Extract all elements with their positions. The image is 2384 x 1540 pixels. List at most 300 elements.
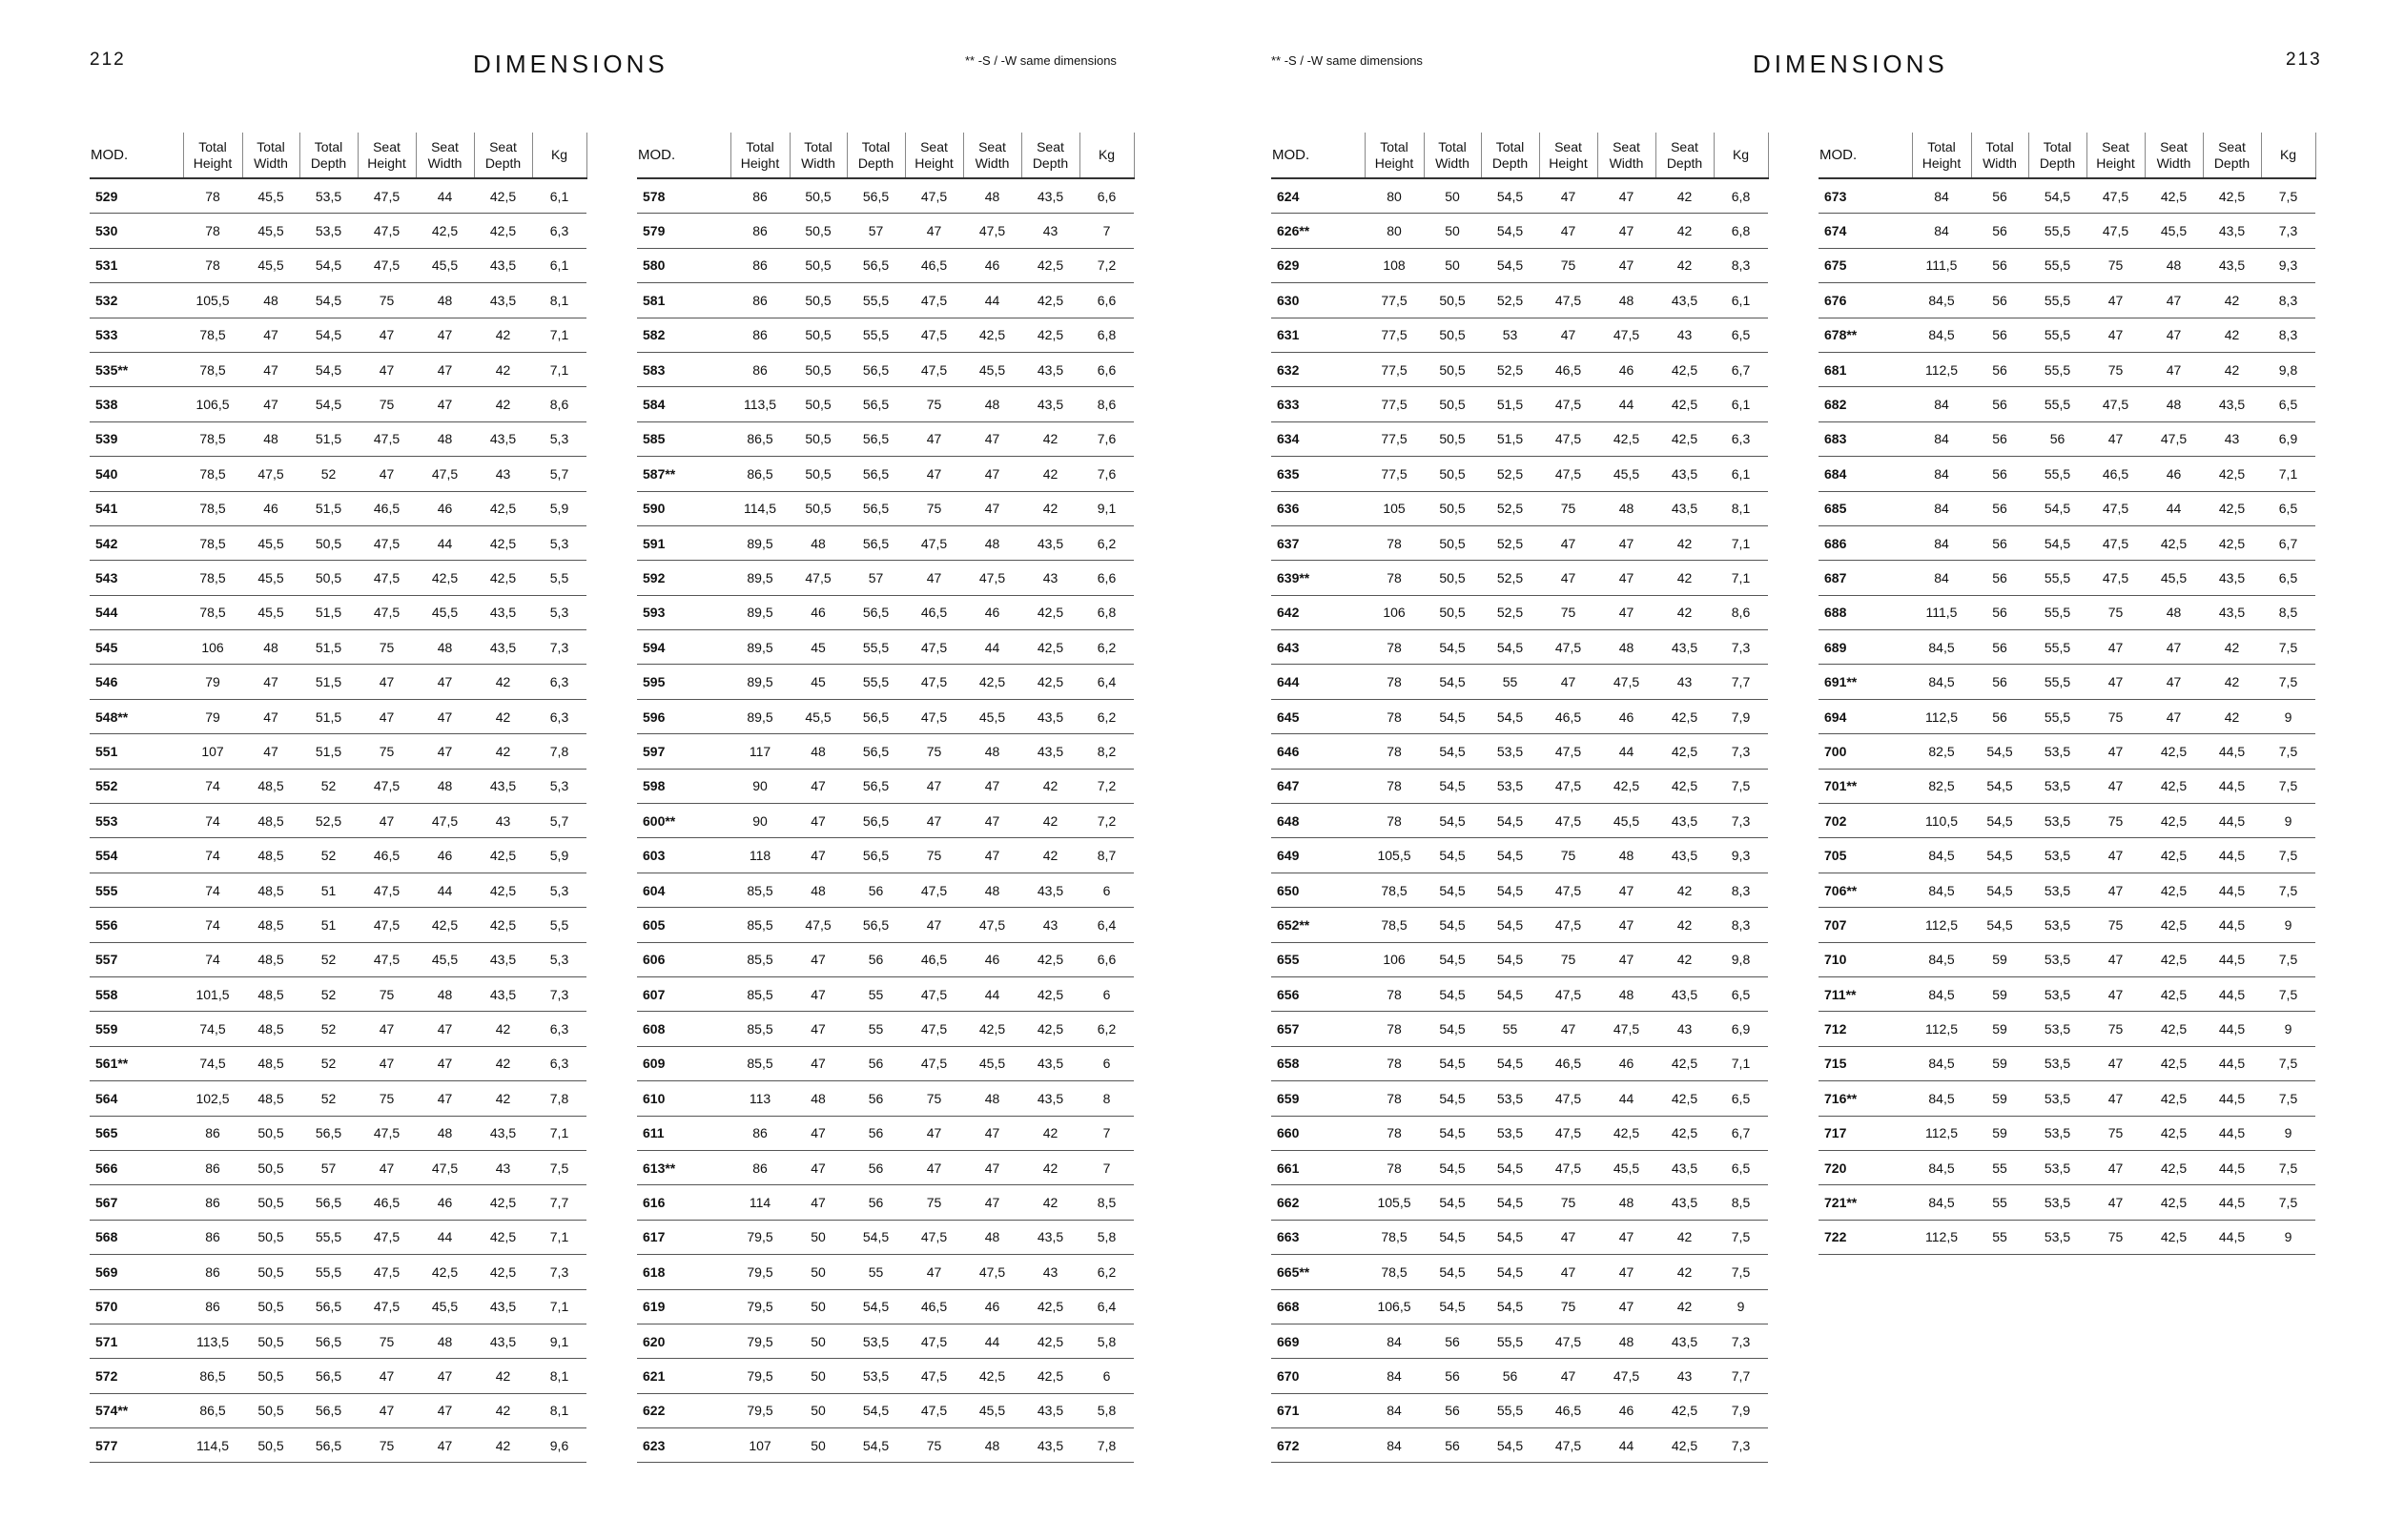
- total-width: 48,5: [242, 976, 299, 1011]
- total-width: 48: [242, 630, 299, 665]
- table-header-row: [637, 133, 1134, 178]
- seat-depth: 42: [1655, 1255, 1714, 1289]
- weight-kg: 7,8: [532, 1081, 586, 1116]
- model-code: 642: [1271, 595, 1365, 629]
- weight-kg: 5,5: [532, 908, 586, 942]
- table-row: [90, 1220, 586, 1254]
- total-depth: 52,5: [1481, 283, 1539, 318]
- weight-kg: 6,8: [1079, 318, 1134, 352]
- total-width: 50,5: [790, 491, 847, 525]
- total-depth: 53,5: [1481, 1081, 1539, 1116]
- seat-depth: 42: [1655, 214, 1714, 248]
- table-row: [90, 595, 586, 629]
- total-depth: 54,5: [1481, 248, 1539, 282]
- table-row: [1819, 352, 2315, 386]
- seat-depth: 42,5: [1655, 421, 1714, 456]
- table-row: [1819, 283, 2315, 318]
- seat-width: 46: [416, 491, 474, 525]
- total-height: 86: [730, 352, 790, 386]
- weight-kg: 6,1: [1714, 457, 1768, 491]
- weight-kg: 8,3: [1714, 908, 1768, 942]
- model-code: 535**: [90, 352, 183, 386]
- table-row: [1819, 1046, 2315, 1080]
- seat-height: 75: [905, 491, 963, 525]
- total-depth: 51: [299, 908, 358, 942]
- total-height: 89,5: [730, 630, 790, 665]
- total-height: 86: [730, 1116, 790, 1150]
- seat-depth: 42: [474, 1081, 532, 1116]
- table-row: [637, 214, 1134, 248]
- weight-kg: 7,8: [532, 734, 586, 769]
- total-height: 106,5: [183, 387, 242, 421]
- weight-kg: 7,1: [532, 352, 586, 386]
- seat-depth: 42: [474, 734, 532, 769]
- total-height: 111,5: [1912, 595, 1971, 629]
- table-row: [1819, 318, 2315, 352]
- total-depth: 54,5: [1481, 942, 1539, 976]
- seat-depth: 42: [474, 665, 532, 699]
- weight-kg: 6: [1079, 976, 1134, 1011]
- col-seat-depth-header: [474, 133, 532, 178]
- seat-depth: 42: [1021, 1185, 1079, 1220]
- total-height: 78: [1365, 1081, 1424, 1116]
- seat-height: 47,5: [358, 1289, 416, 1324]
- seat-width: 42,5: [2145, 769, 2203, 803]
- total-depth: 51,5: [299, 734, 358, 769]
- seat-height: 47: [358, 1046, 416, 1080]
- seat-depth: 44,5: [2203, 1150, 2261, 1184]
- total-depth: 57: [299, 1150, 358, 1184]
- total-height: 84,5: [1912, 1185, 1971, 1220]
- total-width: 56: [1424, 1324, 1481, 1358]
- total-height: 74: [183, 942, 242, 976]
- model-code: 669: [1271, 1324, 1365, 1358]
- total-width: 54,5: [1424, 1012, 1481, 1046]
- seat-depth: 42: [1655, 1220, 1714, 1254]
- table-row: [637, 525, 1134, 560]
- seat-width: 48: [963, 873, 1021, 907]
- table-row: [90, 665, 586, 699]
- model-code: 600**: [637, 804, 730, 838]
- total-depth: 53,5: [1481, 734, 1539, 769]
- seat-width: 42,5: [416, 908, 474, 942]
- seat-width: 42,5: [963, 1359, 1021, 1393]
- col-total-height-header: [183, 133, 242, 178]
- weight-kg: 6,4: [1079, 908, 1134, 942]
- table-row: [90, 1046, 586, 1080]
- seat-width: 45,5: [1597, 1150, 1655, 1184]
- seat-height: 47,5: [2086, 387, 2145, 421]
- seat-width: 44: [416, 873, 474, 907]
- seat-width: 48: [416, 976, 474, 1011]
- table-row: [90, 387, 586, 421]
- total-width: 55: [1971, 1150, 2028, 1184]
- total-width: 48,5: [242, 1046, 299, 1080]
- weight-kg: 9: [2261, 908, 2315, 942]
- total-width: 45,5: [242, 178, 299, 214]
- weight-kg: 5,7: [532, 804, 586, 838]
- col-seat-width-header: [416, 133, 474, 178]
- total-depth: 53,5: [2028, 976, 2086, 1011]
- total-width: 56: [1424, 1393, 1481, 1427]
- table-row: [637, 976, 1134, 1011]
- model-code: 710: [1819, 942, 1912, 976]
- seat-depth: 43: [1021, 561, 1079, 595]
- total-height: 84: [1365, 1324, 1424, 1358]
- total-depth: 53,5: [1481, 1116, 1539, 1150]
- table-row: [1271, 699, 1768, 733]
- table-row: [637, 665, 1134, 699]
- total-width: 54,5: [1971, 838, 2028, 873]
- total-depth: 56,5: [847, 525, 905, 560]
- seat-width: 47,5: [963, 561, 1021, 595]
- table-row: [637, 1116, 1134, 1150]
- seat-depth: 43: [1655, 665, 1714, 699]
- weight-kg: 6,6: [1079, 352, 1134, 386]
- total-depth: 56,5: [847, 457, 905, 491]
- seat-width: 47,5: [963, 1255, 1021, 1289]
- table-row: [637, 1046, 1134, 1080]
- total-depth: 54,5: [1481, 630, 1539, 665]
- seat-depth: 43,5: [1021, 352, 1079, 386]
- weight-kg: 6,8: [1714, 214, 1768, 248]
- header-line: Depth: [1491, 154, 1529, 171]
- seat-width: 48: [416, 1324, 474, 1358]
- seat-depth: 42: [1655, 178, 1714, 214]
- table-row: [637, 1220, 1134, 1254]
- weight-kg: 7: [1079, 1150, 1134, 1184]
- seat-depth: 43: [474, 457, 532, 491]
- table-row: [1819, 561, 2315, 595]
- seat-depth: 43,5: [474, 942, 532, 976]
- seat-depth: 42: [2203, 318, 2261, 352]
- seat-depth: 43,5: [474, 421, 532, 456]
- seat-height: 47: [2086, 630, 2145, 665]
- table-row: [1819, 1185, 2315, 1220]
- seat-height: 75: [1539, 1185, 1597, 1220]
- total-height: 82,5: [1912, 769, 1971, 803]
- total-height: 112,5: [1912, 1220, 1971, 1254]
- model-code: 722: [1819, 1220, 1912, 1254]
- model-code: 671: [1271, 1393, 1365, 1427]
- total-depth: 56,5: [847, 838, 905, 873]
- seat-width: 47,5: [1597, 665, 1655, 699]
- seat-height: 47: [1539, 665, 1597, 699]
- total-depth: 55: [847, 1255, 905, 1289]
- seat-height: 46,5: [905, 942, 963, 976]
- seat-height: 47,5: [358, 908, 416, 942]
- model-code: 572: [90, 1359, 183, 1393]
- total-height: 90: [730, 769, 790, 803]
- total-height: 78: [1365, 630, 1424, 665]
- seat-depth: 42: [474, 1359, 532, 1393]
- model-code: 633: [1271, 387, 1365, 421]
- seat-depth: 42,5: [1021, 1289, 1079, 1324]
- weight-kg: 5,3: [532, 525, 586, 560]
- seat-depth: 42,5: [474, 525, 532, 560]
- seat-height: 75: [2086, 1012, 2145, 1046]
- seat-height: 47: [2086, 838, 2145, 873]
- total-height: 78: [1365, 699, 1424, 733]
- total-depth: 52: [299, 1046, 358, 1080]
- total-height: 105,5: [1365, 838, 1424, 873]
- model-code: 603: [637, 838, 730, 873]
- total-depth: 54,5: [299, 248, 358, 282]
- model-code: 673: [1819, 178, 1912, 214]
- weight-kg: 7,5: [2261, 873, 2315, 907]
- seat-width: 44: [1597, 387, 1655, 421]
- table-row: [1271, 214, 1768, 248]
- seat-height: 47: [2086, 318, 2145, 352]
- weight-kg: 8,1: [532, 1393, 586, 1427]
- total-depth: 50,5: [299, 561, 358, 595]
- total-depth: 53,5: [2028, 1046, 2086, 1080]
- total-width: 56: [1971, 387, 2028, 421]
- model-code: 674: [1819, 214, 1912, 248]
- table-header-row: [1271, 133, 1768, 178]
- seat-depth: 42: [474, 699, 532, 733]
- table-row: [90, 318, 586, 352]
- table-row: [637, 1324, 1134, 1358]
- weight-kg: 8,3: [1714, 873, 1768, 907]
- seat-width: 42,5: [2145, 1046, 2203, 1080]
- model-code: 598: [637, 769, 730, 803]
- seat-depth: 42: [474, 387, 532, 421]
- model-code: 700: [1819, 734, 1912, 769]
- seat-height: 47,5: [2086, 491, 2145, 525]
- seat-width: 48: [2145, 387, 2203, 421]
- total-depth: 55,5: [2028, 248, 2086, 282]
- total-width: 56: [1971, 561, 2028, 595]
- total-height: 77,5: [1365, 421, 1424, 456]
- weight-kg: 6,6: [1079, 178, 1134, 214]
- col-total-depth-header: [2028, 133, 2086, 178]
- seat-width: 48: [963, 1220, 1021, 1254]
- seat-width: 47: [963, 838, 1021, 873]
- seat-depth: 42: [1655, 873, 1714, 907]
- weight-kg: 7,1: [532, 1220, 586, 1254]
- total-width: 54,5: [1424, 804, 1481, 838]
- total-width: 47: [790, 804, 847, 838]
- total-depth: 51,5: [299, 421, 358, 456]
- seat-width: 47,5: [416, 804, 474, 838]
- seat-width: 47: [1597, 178, 1655, 214]
- seat-height: 75: [358, 387, 416, 421]
- seat-width: 42,5: [2145, 1185, 2203, 1220]
- seat-width: 47: [416, 665, 474, 699]
- total-depth: 55,5: [2028, 352, 2086, 386]
- total-width: 47,5: [790, 908, 847, 942]
- model-code: 682: [1819, 387, 1912, 421]
- table-row: [1271, 1220, 1768, 1254]
- seat-height: 47,5: [358, 178, 416, 214]
- seat-depth: 42,5: [474, 1220, 532, 1254]
- model-code: 531: [90, 248, 183, 282]
- seat-height: 47,5: [358, 595, 416, 629]
- seat-depth: 43,5: [1655, 976, 1714, 1011]
- weight-kg: 8,1: [1714, 491, 1768, 525]
- seat-height: 47: [2086, 1046, 2145, 1080]
- seat-depth: 43: [1021, 1255, 1079, 1289]
- model-code: 592: [637, 561, 730, 595]
- seat-depth: 42: [1655, 908, 1714, 942]
- table-row: [1271, 352, 1768, 386]
- total-depth: 51,5: [299, 630, 358, 665]
- seat-width: 47: [416, 352, 474, 386]
- total-depth: 55: [1481, 665, 1539, 699]
- model-code: 568: [90, 1220, 183, 1254]
- table-row: [1271, 1046, 1768, 1080]
- total-depth: 56: [847, 1046, 905, 1080]
- total-height: 84: [1912, 387, 1971, 421]
- table-row: [1819, 457, 2315, 491]
- seat-depth: 42: [1021, 838, 1079, 873]
- col-kg-header: Kg: [1079, 133, 1134, 178]
- weight-kg: 6,5: [1714, 1150, 1768, 1184]
- model-code: 620: [637, 1324, 730, 1358]
- total-height: 84: [1912, 457, 1971, 491]
- table-row: [637, 561, 1134, 595]
- total-width: 48: [790, 525, 847, 560]
- total-height: 82,5: [1912, 734, 1971, 769]
- seat-width: 48: [416, 421, 474, 456]
- total-height: 74: [183, 838, 242, 873]
- total-depth: 55,5: [2028, 457, 2086, 491]
- total-width: 48: [242, 283, 299, 318]
- seat-width: 42,5: [2145, 804, 2203, 838]
- total-width: 50,5: [242, 1428, 299, 1463]
- seat-width: 44: [1597, 1081, 1655, 1116]
- weight-kg: 6,5: [2261, 491, 2315, 525]
- total-width: 47,5: [790, 561, 847, 595]
- seat-depth: 42: [474, 1012, 532, 1046]
- weight-kg: 7,9: [1714, 699, 1768, 733]
- seat-width: 42,5: [2145, 838, 2203, 873]
- table-row: [637, 804, 1134, 838]
- seat-height: 47: [1539, 525, 1597, 560]
- weight-kg: 7,3: [1714, 734, 1768, 769]
- model-code: 583: [637, 352, 730, 386]
- total-depth: 52,5: [1481, 561, 1539, 595]
- seat-depth: 42: [2203, 283, 2261, 318]
- seat-width: 42,5: [963, 665, 1021, 699]
- col-total-depth-header: [847, 133, 905, 178]
- seat-height: 47: [2086, 1081, 2145, 1116]
- seat-depth: 43,5: [1021, 525, 1079, 560]
- total-width: 54,5: [1424, 1185, 1481, 1220]
- total-height: 118: [730, 838, 790, 873]
- total-width: 45: [790, 665, 847, 699]
- col-total-depth-header: [1481, 133, 1539, 178]
- model-code: 552: [90, 769, 183, 803]
- total-depth: 55,5: [2028, 561, 2086, 595]
- seat-height: 75: [2086, 804, 2145, 838]
- total-width: 56: [1424, 1359, 1481, 1393]
- seat-width: 47: [1597, 248, 1655, 282]
- table-row: [1271, 873, 1768, 907]
- total-width: 54,5: [1424, 769, 1481, 803]
- weight-kg: 6,5: [1714, 318, 1768, 352]
- table-row: [1819, 421, 2315, 456]
- seat-depth: 42: [1021, 1150, 1079, 1184]
- seat-depth: 42,5: [2203, 525, 2261, 560]
- total-width: 48,5: [242, 1012, 299, 1046]
- col-seat-depth-header: [1655, 133, 1714, 178]
- table-row: [637, 178, 1134, 214]
- weight-kg: 6,8: [1079, 595, 1134, 629]
- header-line: Depth: [2213, 154, 2250, 171]
- total-height: 111,5: [1912, 248, 1971, 282]
- model-code: 639**: [1271, 561, 1365, 595]
- total-height: 106,5: [1365, 1289, 1424, 1324]
- seat-width: 42,5: [416, 1255, 474, 1289]
- total-height: 112,5: [1912, 1012, 1971, 1046]
- page-title-right: DIMENSIONS: [1753, 50, 1948, 78]
- total-width: 47: [242, 665, 299, 699]
- total-width: 45,5: [242, 561, 299, 595]
- table-row: [637, 1081, 1134, 1116]
- dimensions-table-2: [637, 133, 1135, 1463]
- total-width: 59: [1971, 1012, 2028, 1046]
- total-height: 78,5: [183, 561, 242, 595]
- seat-width: 47: [2145, 283, 2203, 318]
- total-height: 84,5: [1912, 318, 1971, 352]
- model-code: 604: [637, 873, 730, 907]
- header-line: Width: [1435, 154, 1469, 171]
- seat-height: 47,5: [1539, 734, 1597, 769]
- total-height: 78,5: [183, 457, 242, 491]
- seat-height: 47: [2086, 1150, 2145, 1184]
- seat-width: 47: [1597, 1289, 1655, 1324]
- seat-height: 47: [358, 1150, 416, 1184]
- seat-width: 44: [963, 630, 1021, 665]
- table-row: [1271, 248, 1768, 282]
- weight-kg: 6,2: [1079, 630, 1134, 665]
- seat-height: 47,5: [358, 873, 416, 907]
- seat-height: 47,5: [1539, 630, 1597, 665]
- model-code: 566: [90, 1150, 183, 1184]
- seat-depth: 42: [1655, 595, 1714, 629]
- table-row: [1819, 976, 2315, 1011]
- model-code: 672: [1271, 1428, 1365, 1463]
- total-width: 56: [1971, 178, 2028, 214]
- table-row: [90, 1289, 586, 1324]
- total-width: 54,5: [1971, 873, 2028, 907]
- model-code: 597: [637, 734, 730, 769]
- total-width: 54,5: [1424, 630, 1481, 665]
- table-row: [637, 1289, 1134, 1324]
- weight-kg: 7,5: [2261, 838, 2315, 873]
- model-code: 578: [637, 178, 730, 214]
- col-kg-header: Kg: [532, 133, 586, 178]
- seat-width: 42,5: [963, 318, 1021, 352]
- total-width: 46: [242, 491, 299, 525]
- weight-kg: 5,5: [532, 561, 586, 595]
- total-height: 84: [1912, 214, 1971, 248]
- seat-height: 46,5: [1539, 1393, 1597, 1427]
- seat-width: 45,5: [416, 248, 474, 282]
- model-code: 637: [1271, 525, 1365, 560]
- model-code: 706**: [1819, 873, 1912, 907]
- seat-height: 75: [1539, 248, 1597, 282]
- table-row: [90, 1116, 586, 1150]
- total-width: 56: [1971, 630, 2028, 665]
- header-line: Depth: [310, 154, 347, 171]
- table-row: [1271, 1324, 1768, 1358]
- seat-height: 47: [905, 1116, 963, 1150]
- seat-height: 47,5: [1539, 421, 1597, 456]
- seat-depth: 42: [1655, 248, 1714, 282]
